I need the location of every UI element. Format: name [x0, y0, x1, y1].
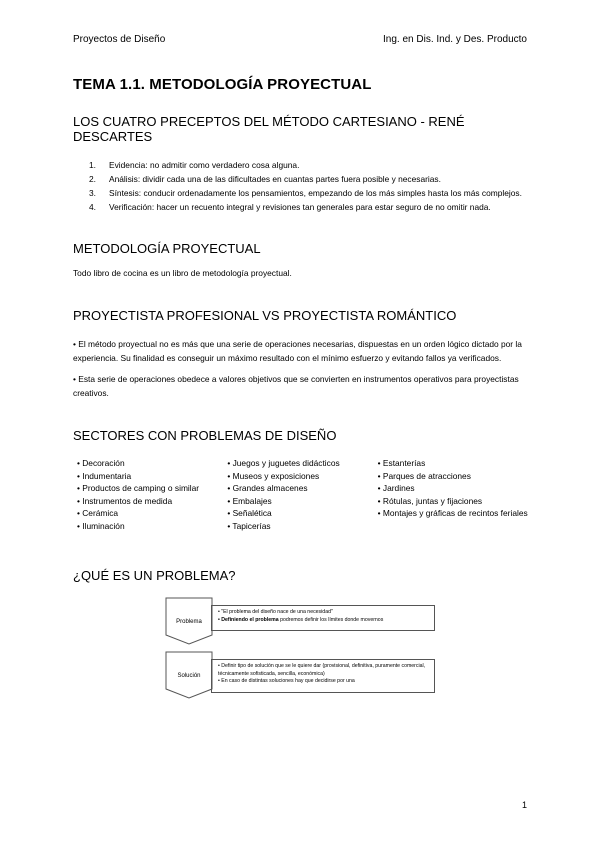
list-item: • Estanterías	[377, 458, 426, 468]
document-body	[73, 76, 528, 701]
list-item	[89, 186, 528, 200]
solution-line-2: • En caso de distintas soluciones hay que decidirse por una	[218, 678, 355, 684]
list-item: • Cerámica	[77, 508, 119, 518]
problem-line-2	[218, 617, 428, 625]
list-item	[89, 158, 528, 172]
problem-diagram	[165, 597, 445, 701]
list-item: • Parques de atracciones	[377, 470, 471, 481]
section-heading-cartesian: LOS CUATRO PRECEPTOS DEL MÉTODO CARTESIANO - RENÉ DESCARTES	[73, 114, 465, 144]
sectors-column-1	[77, 457, 227, 532]
section-heading-methodology: METODOLOGÍA PROYECTUAL	[73, 241, 261, 256]
section-heading-designer: PROYECTISTA PROFESIONAL VS PROYECTISTA ROMÁNTICO	[73, 308, 457, 323]
list-number: 1.	[89, 160, 96, 170]
problem-label: Problema	[176, 619, 202, 625]
list-number: 3.	[89, 188, 96, 198]
sectors-column-3	[378, 457, 528, 532]
list-item	[89, 172, 528, 186]
list-text: Análisis: dividir cada una de las dificultades en cuantas partes fuera posible y necesarias.	[109, 174, 441, 184]
list-item: • Instrumentos de medida	[77, 495, 173, 506]
page-title: TEMA 1.1. METODOLOGÍA PROYECTUAL	[73, 76, 372, 93]
list-number: 2.	[89, 174, 96, 184]
list-number: 4.	[89, 202, 96, 212]
header-right: Ing. en Dis. Ind. y Des. Producto	[383, 34, 527, 45]
list-item: • Juegos y juguetes didácticos	[227, 458, 340, 468]
list-item: • Museos y exposiciones	[227, 470, 320, 481]
list-item: • Embalajes	[227, 495, 272, 506]
list-text: Evidencia: no admitir como verdadero cosa alguna.	[109, 160, 300, 170]
list-text: Síntesis: conducir ordenadamente los pensamientos, empezando de los más simples hasta los más complejos.	[109, 188, 522, 198]
problem-line-2-bold: • Definiendo el problema	[218, 616, 279, 623]
list-item: • Tapicerías	[227, 520, 271, 531]
solution-box	[211, 659, 435, 693]
section-heading-sectors: SECTORES CON PROBLEMAS DE DISEÑO	[73, 428, 337, 443]
list-item: • Señalética	[227, 508, 272, 518]
list-item: • Productos de camping o similar	[77, 483, 200, 493]
list-item	[89, 200, 528, 214]
designer-bullets	[73, 337, 528, 400]
problem-line-2-rest: podremos definir los límites donde movernos	[278, 616, 384, 623]
methodology-text: Todo libro de cocina es un libro de metodología proyectual.	[73, 268, 292, 278]
solution-label: Solución	[177, 673, 201, 679]
bullet-paragraph: • El método proyectual no es más que una serie de operaciones necesarias, dispuestas en un orden lógico dictado por la experiencia. Su finalidad es conseguir un máximo resultado con el mínimo esfuerzo y evitando fallos ya verificados.	[73, 339, 522, 363]
list-item: • Iluminación	[77, 520, 125, 531]
list-text: Verificación: hacer un recuento integral y revisiones tan generales para estar seguro de no omitir nada.	[109, 202, 491, 212]
section-heading-problem: ¿QUÉ ES UN PROBLEMA?	[73, 568, 236, 583]
problem-line-1: • "El problema del diseño nace de una necesidad"	[218, 609, 333, 615]
list-item: • Montajes y gráficas de recintos feriales	[377, 508, 528, 518]
page-number: 1	[521, 800, 527, 810]
list-item: • Indumentaria	[77, 470, 132, 481]
list-item: • Grandes almacenes	[227, 483, 308, 493]
header-left: Proyectos de Diseño	[73, 34, 166, 45]
bullet-paragraph: • Esta serie de operaciones obedece a valores objetivos que se convierten en instrumentos operativos para proyectistas creativos.	[73, 374, 519, 398]
problem-box	[211, 605, 435, 631]
solution-line-1: • Definir tipo de solución que se le quiere dar (provisional, definitiva, puramente comercial, técnicamente sofisticada, sencilla, económica)	[218, 663, 426, 677]
sectors-columns	[73, 457, 528, 532]
list-item: • Jardines	[377, 483, 415, 493]
sectors-column-2	[227, 457, 377, 532]
list-item: • Rótulas, juntas y fijaciones	[377, 495, 483, 506]
precepts-list	[73, 158, 528, 214]
list-item: • Decoración	[77, 458, 125, 468]
